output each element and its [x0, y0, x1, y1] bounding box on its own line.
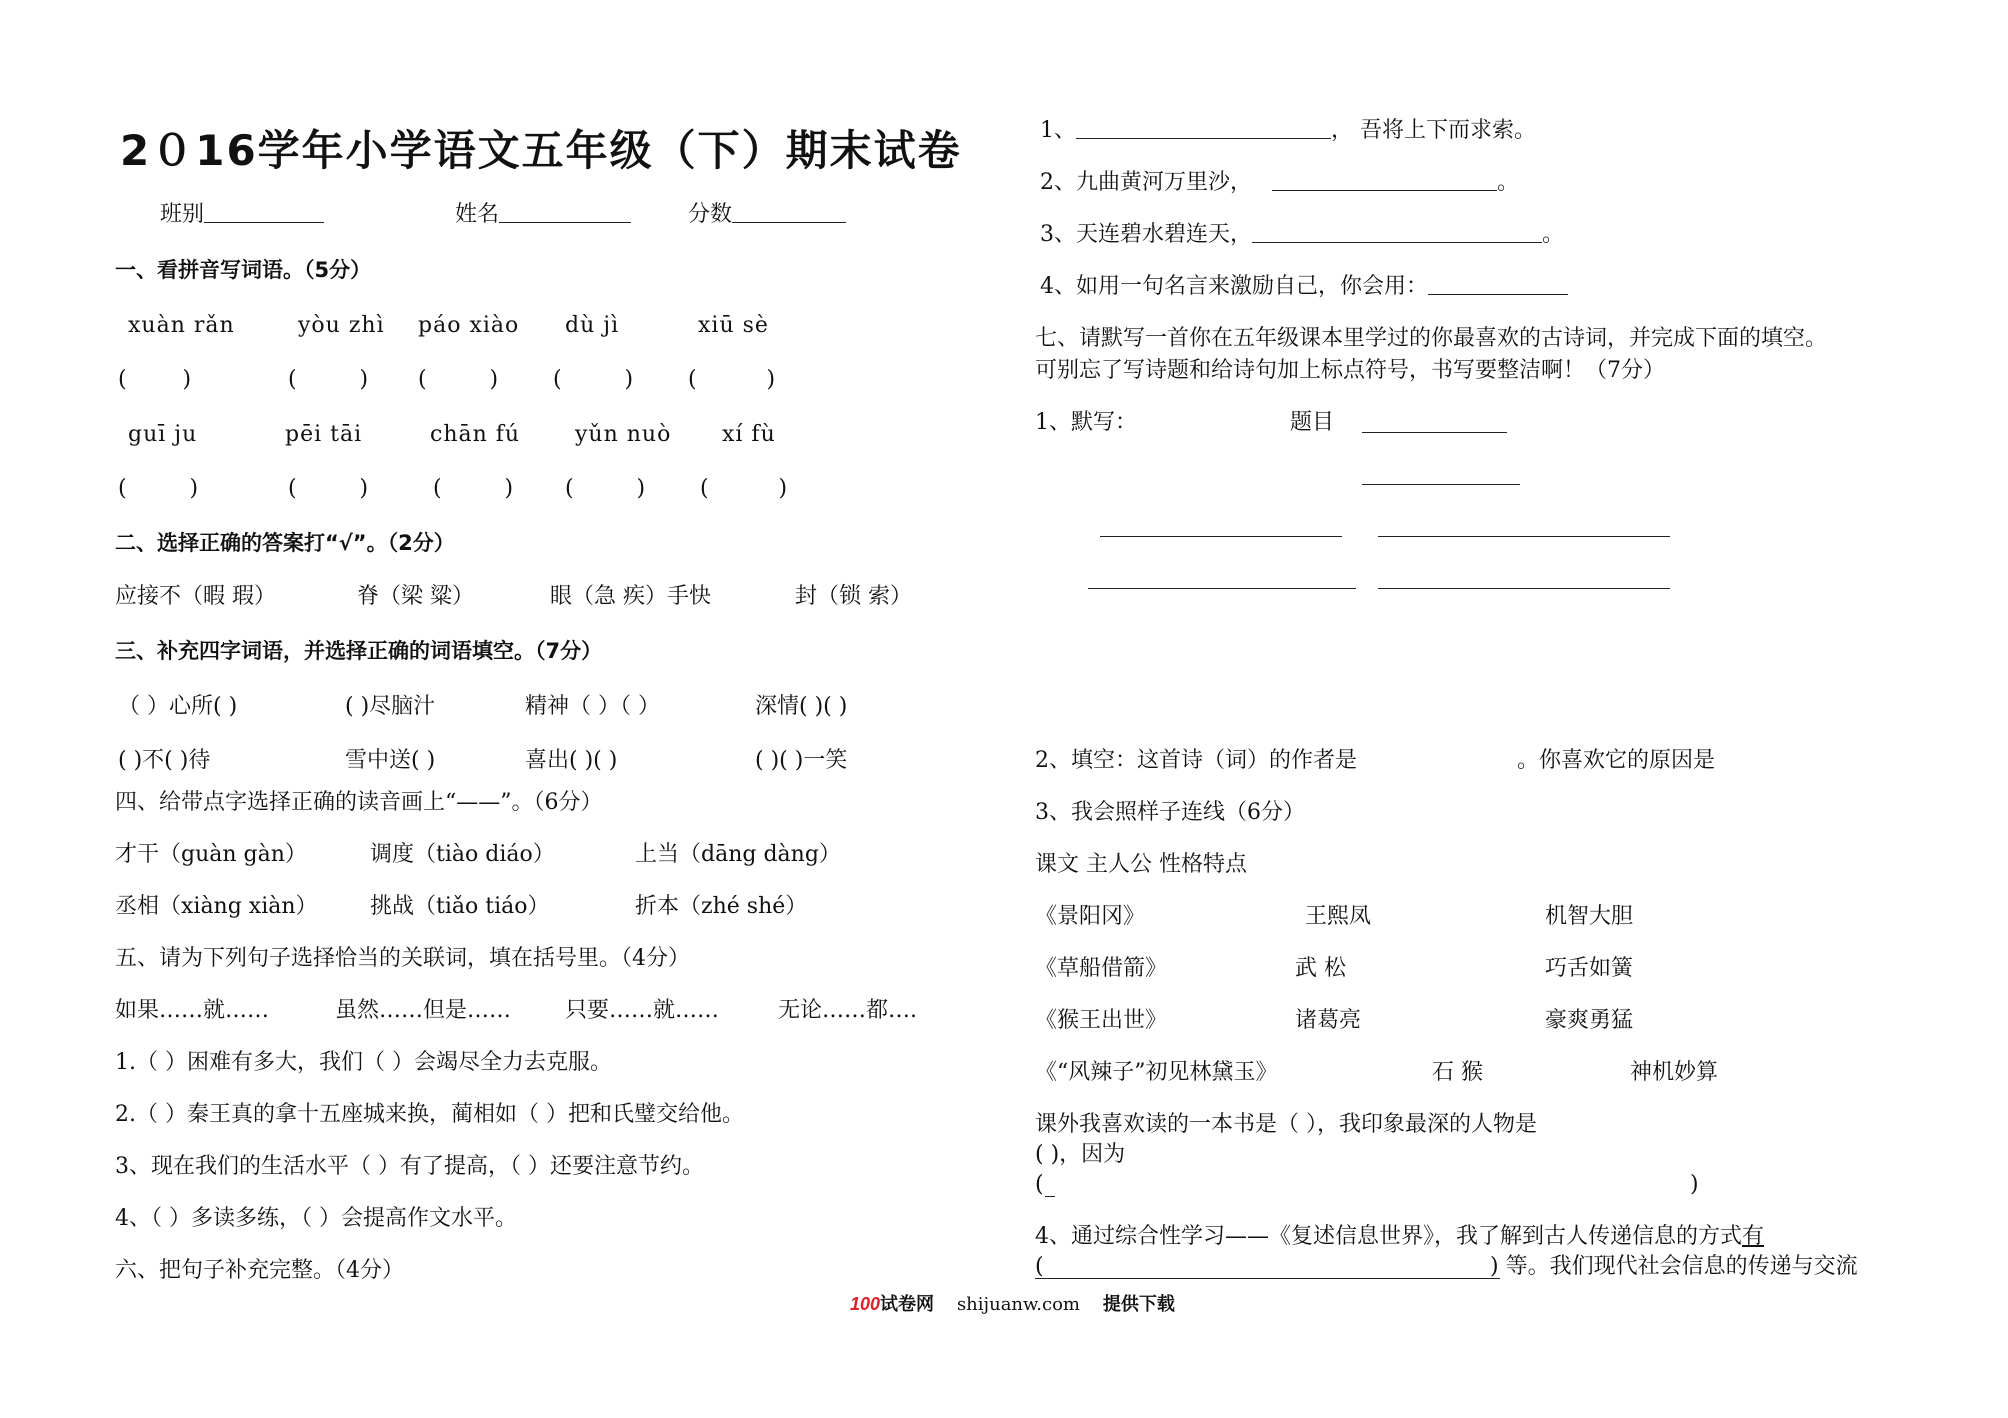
score-label: 分数 [688, 202, 733, 227]
q7-heading-2: 可别忘了写诗题和给诗句加上标点符号，书写要整洁啊！（7分） [1035, 358, 1665, 383]
idiom-blank[interactable]: 雪中送( ) [345, 748, 436, 773]
info-close-paren: ) [1490, 1254, 1499, 1279]
answer-blank[interactable]: ( ) [553, 367, 634, 392]
q5-sentence-2[interactable]: 2.（ ）秦王真的拿十五座城来换，蔺相如（ ）把和氏璧交给他。 [115, 1102, 744, 1127]
pinyin-10: xí fù [722, 422, 776, 447]
right-column [1000, 0, 2008, 1418]
poem-line-blank[interactable] [1378, 588, 1670, 589]
choice-item[interactable]: 脊（梁 粱） [357, 584, 474, 609]
poem-author-blank[interactable] [1362, 484, 1520, 485]
match-person[interactable]: 武 松 [1295, 956, 1346, 981]
book-line-2[interactable]: ( )，因为 [1035, 1142, 1126, 1167]
answer-blank[interactable]: ( ) [118, 367, 192, 392]
reading-choice[interactable]: 折本（zhé shé） [635, 894, 808, 919]
pinyin-4: dù jì [565, 313, 620, 338]
match-heading: 3、我会照样子连线（6分） [1035, 800, 1305, 825]
poem-line-blank[interactable] [1378, 536, 1670, 537]
pinyin-9: yǔn nuò [575, 422, 672, 447]
q5-sentence-4[interactable]: 4、（ ）多读多练，（ ）会提高作文水平。 [115, 1206, 517, 1231]
pinyin-5: xiū sè [698, 313, 769, 338]
info-blank[interactable] [1035, 1278, 1500, 1279]
pinyin-2: yòu zhì [298, 313, 385, 338]
answer-blank[interactable]: ( ) [688, 367, 776, 392]
q6-item-2 [1040, 168, 1519, 198]
site-name: 试卷网 [880, 1294, 935, 1315]
name-label: 姓名 [455, 202, 500, 227]
recite-label: 1、默写： [1035, 410, 1137, 435]
book-line-1[interactable]: 课外我喜欢读的一本书是（ ），我印象最深的人物是 [1035, 1112, 1537, 1137]
reading-choice[interactable]: 才干（guàn gàn） [115, 842, 307, 867]
match-trait[interactable]: 豪爽勇猛 [1545, 1008, 1634, 1033]
answer-blank[interactable]: ( ) [418, 367, 499, 392]
item-text: 天连碧水碧连天， [1076, 222, 1253, 247]
q6-heading: 六、把句子补充完整。（4分） [115, 1258, 404, 1283]
choice-item[interactable]: 应接不（暇 瑕） [115, 584, 276, 609]
fill-text: 2、填空：这首诗（词）的作者是 [1035, 748, 1357, 773]
answer-blank[interactable]: ( ) [288, 367, 369, 392]
match-text[interactable]: 《猴王出世》 [1035, 1008, 1168, 1033]
reading-choice[interactable]: 挑战（tiǎo tiáo） [370, 894, 550, 919]
item-number: 3、 [1040, 222, 1076, 247]
idiom-blank[interactable]: 深情( )( ) [755, 694, 848, 719]
pinyin-1: xuàn rǎn [128, 313, 235, 338]
match-text[interactable]: 《“风辣子”初见林黛玉》 [1035, 1060, 1278, 1085]
pinyin-8: chān fú [430, 422, 521, 447]
idiom-blank[interactable]: 喜出( )( ) [525, 748, 618, 773]
item-number: 1、 [1040, 118, 1076, 143]
pinyin-6: guī ju [128, 422, 198, 447]
poem-line-blank[interactable] [1088, 588, 1356, 589]
q7-heading: 七、请默写一首你在五年级课本里学过的你最喜欢的古诗词，并完成下面的填空。 [1035, 326, 1828, 351]
item-number: 4、 [1040, 274, 1076, 299]
match-trait[interactable]: 机智大胆 [1545, 904, 1634, 929]
info-tail-text: 等。我们现代社会信息的传递与交流 [1505, 1254, 1858, 1279]
footer [850, 1290, 1175, 1316]
idiom-blank[interactable]: （ ）心所( ) [118, 694, 238, 719]
fill-blank[interactable] [1252, 220, 1542, 243]
info-tail: 有 [1742, 1224, 1765, 1249]
answer-blank[interactable]: ( ) [700, 476, 788, 501]
score-blank[interactable] [732, 200, 846, 223]
author-fill [1035, 746, 1715, 776]
conjunction-option: 只要……就…… [565, 998, 720, 1023]
match-text[interactable]: 《草船借箭》 [1035, 956, 1168, 981]
class-field [160, 200, 324, 230]
poem-line-blank[interactable] [1100, 536, 1342, 537]
answer-blank[interactable]: ( ) [288, 476, 369, 501]
class-blank[interactable] [204, 200, 324, 223]
answer-blank[interactable]: ( ) [118, 476, 199, 501]
q5-heading: 五、请为下列句子选择恰当的关联词，填在括号里。（4分） [115, 946, 690, 971]
download-note: 提供下载 [1102, 1294, 1175, 1315]
q3-heading: 三、补充四字词语，并选择正确的词语填空。（7分） [115, 639, 603, 663]
info-text: 4、通过综合性学习——《复述信息世界》，我了解到古人传递信息的方式 [1035, 1224, 1742, 1249]
pinyin-3: páo xiào [418, 313, 520, 338]
info-close [1490, 1252, 1858, 1282]
idiom-blank[interactable]: ( )( )一笑 [755, 748, 848, 773]
match-trait[interactable]: 巧舌如簧 [1545, 956, 1634, 981]
q4-heading: 四、给带点字选择正确的读音画上“——”。（6分） [115, 790, 603, 815]
answer-blank[interactable]: ( ) [433, 476, 514, 501]
answer-blank[interactable]: ( ) [565, 476, 646, 501]
idiom-blank[interactable]: 精神（ ）（ ） [525, 694, 660, 719]
q5-sentence-1[interactable]: 1.（ ）困难有多大，我们（ ）会竭尽全力去克服。 [115, 1050, 612, 1075]
site-logo-icon: 100 [850, 1294, 881, 1314]
left-column [0, 0, 1000, 1418]
choice-item[interactable]: 封（锁 索） [795, 584, 912, 609]
reading-choice[interactable]: 丞相（xiàng xiàn） [115, 894, 318, 919]
name-blank[interactable] [499, 200, 631, 223]
reason-open: ( [1035, 1172, 1044, 1197]
match-person[interactable]: 石 猴 [1432, 1060, 1483, 1085]
score-field [688, 200, 846, 230]
q6-item-4 [1040, 272, 1568, 302]
poem-title-blank[interactable] [1362, 432, 1507, 433]
item-text: 九曲黄河万里沙， [1076, 170, 1253, 195]
q5-sentence-3[interactable]: 3、现在我们的生活水平（ ）有了提高，（ ）还要注意节约。 [115, 1154, 704, 1179]
item-text: 。 [1497, 170, 1520, 195]
match-text[interactable]: 《景阳冈》 [1035, 904, 1146, 929]
reading-choice[interactable]: 调度（tiào diáo） [370, 842, 555, 867]
fill-blank[interactable] [1076, 116, 1331, 139]
fill-text: 。你喜欢它的原因是 [1517, 748, 1716, 773]
conjunction-option: 无论……都…. [778, 998, 917, 1023]
idiom-blank[interactable]: ( )不( )待 [118, 748, 211, 773]
conjunction-option: 如果……就…… [115, 998, 270, 1023]
poem-title-label: 题目 [1290, 410, 1335, 435]
fill-blank[interactable] [1428, 272, 1568, 295]
pinyin-7: pēi tāi [285, 422, 363, 447]
site-domain[interactable]: shijuanw.com [956, 1294, 1081, 1315]
conjunction-option: 虽然……但是…… [335, 998, 512, 1023]
match-person[interactable]: 王熙凤 [1305, 904, 1372, 929]
match-person[interactable]: 诸葛亮 [1295, 1008, 1362, 1033]
info-open: ( [1035, 1254, 1044, 1279]
reason-close: ) [1690, 1172, 1699, 1197]
idiom-blank[interactable]: ( )尽脑汁 [345, 694, 436, 719]
q2-heading: 二、选择正确的答案打“√”。（2分） [115, 531, 455, 555]
match-header: 课文 主人公 性格特点 [1035, 852, 1247, 877]
info-line-1 [1035, 1222, 1764, 1252]
reading-choice[interactable]: 上当（dāng dàng） [635, 842, 841, 867]
choice-item[interactable]: 眼（急 疾）手快 [550, 584, 711, 609]
q1-heading: 一、看拼音写词语。（5分） [115, 258, 372, 282]
item-text: ， 吾将上下而求索。 [1331, 118, 1536, 143]
reason-blank[interactable] [1045, 1196, 1055, 1197]
item-text: 如用一句名言来激励自己，你会用： [1076, 274, 1429, 299]
name-field [455, 200, 631, 230]
q6-item-3 [1040, 220, 1564, 250]
q6-item-1 [1040, 116, 1536, 146]
item-number: 2、 [1040, 170, 1076, 195]
class-label: 班别 [160, 202, 205, 227]
fill-blank[interactable] [1272, 168, 1497, 191]
item-text: 。 [1542, 222, 1565, 247]
page-title: 2０16学年小学语文五年级（下）期末试卷 [120, 126, 962, 175]
match-trait[interactable]: 神机妙算 [1630, 1060, 1719, 1085]
